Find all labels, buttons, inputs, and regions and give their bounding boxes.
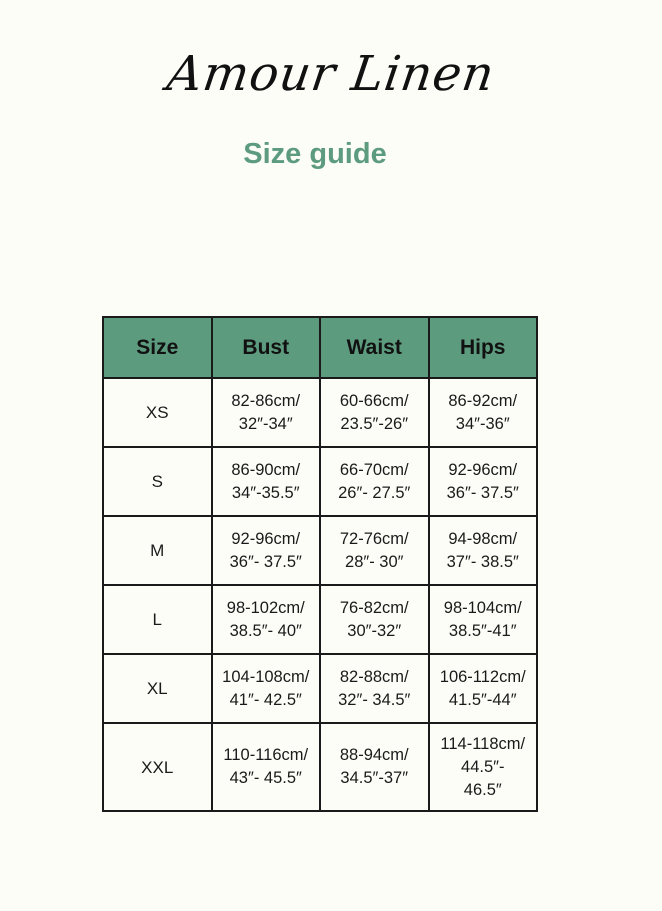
size-cell: XXL <box>103 723 212 811</box>
column-header-bust: Bust <box>212 317 321 378</box>
table-row <box>103 585 537 654</box>
table-row <box>103 378 537 447</box>
table-row <box>103 723 537 811</box>
waist-cm: 72-76cm/ <box>339 529 409 548</box>
brand-logo: Amour Linen <box>163 46 499 102</box>
hips-cm: 114-118cm/ <box>440 734 526 753</box>
size-cell: M <box>103 516 212 585</box>
hips-inches: 38.5″-41″ <box>448 621 517 640</box>
hips-cell <box>429 378 538 447</box>
size-guide-table <box>102 316 538 812</box>
size-cell: XL <box>103 654 212 723</box>
waist-cm: 60-66cm/ <box>339 391 409 410</box>
bust-inches: 41″- 42.5″ <box>229 690 302 709</box>
column-header-hips: Hips <box>429 317 538 378</box>
bust-cell <box>212 654 321 723</box>
bust-cm: 92-96cm/ <box>231 529 301 548</box>
waist-inches: 28″- 30″ <box>345 552 404 571</box>
hips-cm: 98-104cm/ <box>443 598 522 617</box>
hips-cell <box>429 585 538 654</box>
bust-cell <box>212 378 321 447</box>
waist-inches: 23.5″-26″ <box>340 414 409 433</box>
hips-inches: 34″-36″ <box>455 414 510 433</box>
hips-cell <box>429 654 538 723</box>
waist-cell <box>320 378 429 447</box>
bust-inches: 34″-35.5″ <box>231 483 300 502</box>
waist-inches: 30″-32″ <box>347 621 402 640</box>
hips-inches: 36″- 37.5″ <box>446 483 519 502</box>
hips-inches: 37″- 38.5″ <box>446 552 519 571</box>
hips-cell <box>429 447 538 516</box>
bust-cell <box>212 447 321 516</box>
bust-inches: 32″-34″ <box>238 414 293 433</box>
size-cell: S <box>103 447 212 516</box>
hips-cm: 92-96cm/ <box>448 460 518 479</box>
bust-cm: 86-90cm/ <box>231 460 301 479</box>
hips-cm: 94-98cm/ <box>448 529 518 548</box>
bust-inches: 36″- 37.5″ <box>229 552 302 571</box>
table-row <box>103 516 537 585</box>
bust-cm: 98-102cm/ <box>226 598 305 617</box>
table-row <box>103 447 537 516</box>
bust-cell <box>212 516 321 585</box>
size-cell: XS <box>103 378 212 447</box>
waist-cell <box>320 447 429 516</box>
waist-cell <box>320 516 429 585</box>
waist-inches: 34.5″-37″ <box>340 769 409 787</box>
column-header-waist: Waist <box>320 317 429 378</box>
bust-cell <box>212 585 321 654</box>
table-header-row <box>103 317 537 378</box>
page-subtitle: Size guide <box>243 138 387 170</box>
hips-cm: 86-92cm/ <box>448 391 518 410</box>
size-cell: L <box>103 585 212 654</box>
bust-cm: 82-86cm/ <box>231 391 301 410</box>
hips-cell <box>429 516 538 585</box>
hips-inches: 41.5″-44″ <box>448 690 517 709</box>
waist-cm: 76-82cm/ <box>339 598 409 617</box>
waist-cm: 82-88cm/ <box>339 667 409 686</box>
bust-cm: 104-108cm/ <box>222 667 310 686</box>
waist-inches: 26″- 27.5″ <box>338 483 411 502</box>
waist-inches: 32″- 34.5″ <box>338 690 411 709</box>
column-header-size: Size <box>103 317 212 378</box>
table-row <box>103 654 537 723</box>
waist-cm: 88-94cm/ <box>339 746 409 764</box>
hips-cell <box>429 723 538 811</box>
hips-cm: 106-112cm/ <box>439 667 526 686</box>
bust-inches: 43″- 45.5″ <box>229 769 302 787</box>
hips-inches: 44.5″- <box>461 757 505 776</box>
hips-inches-continued: 46.5″ <box>463 780 502 799</box>
bust-cm: 110-116cm/ <box>223 746 309 764</box>
waist-cell <box>320 723 429 811</box>
waist-cm: 66-70cm/ <box>339 460 409 479</box>
waist-cell <box>320 654 429 723</box>
waist-cell <box>320 585 429 654</box>
bust-inches: 38.5″- 40″ <box>229 621 302 640</box>
bust-cell <box>212 723 321 811</box>
